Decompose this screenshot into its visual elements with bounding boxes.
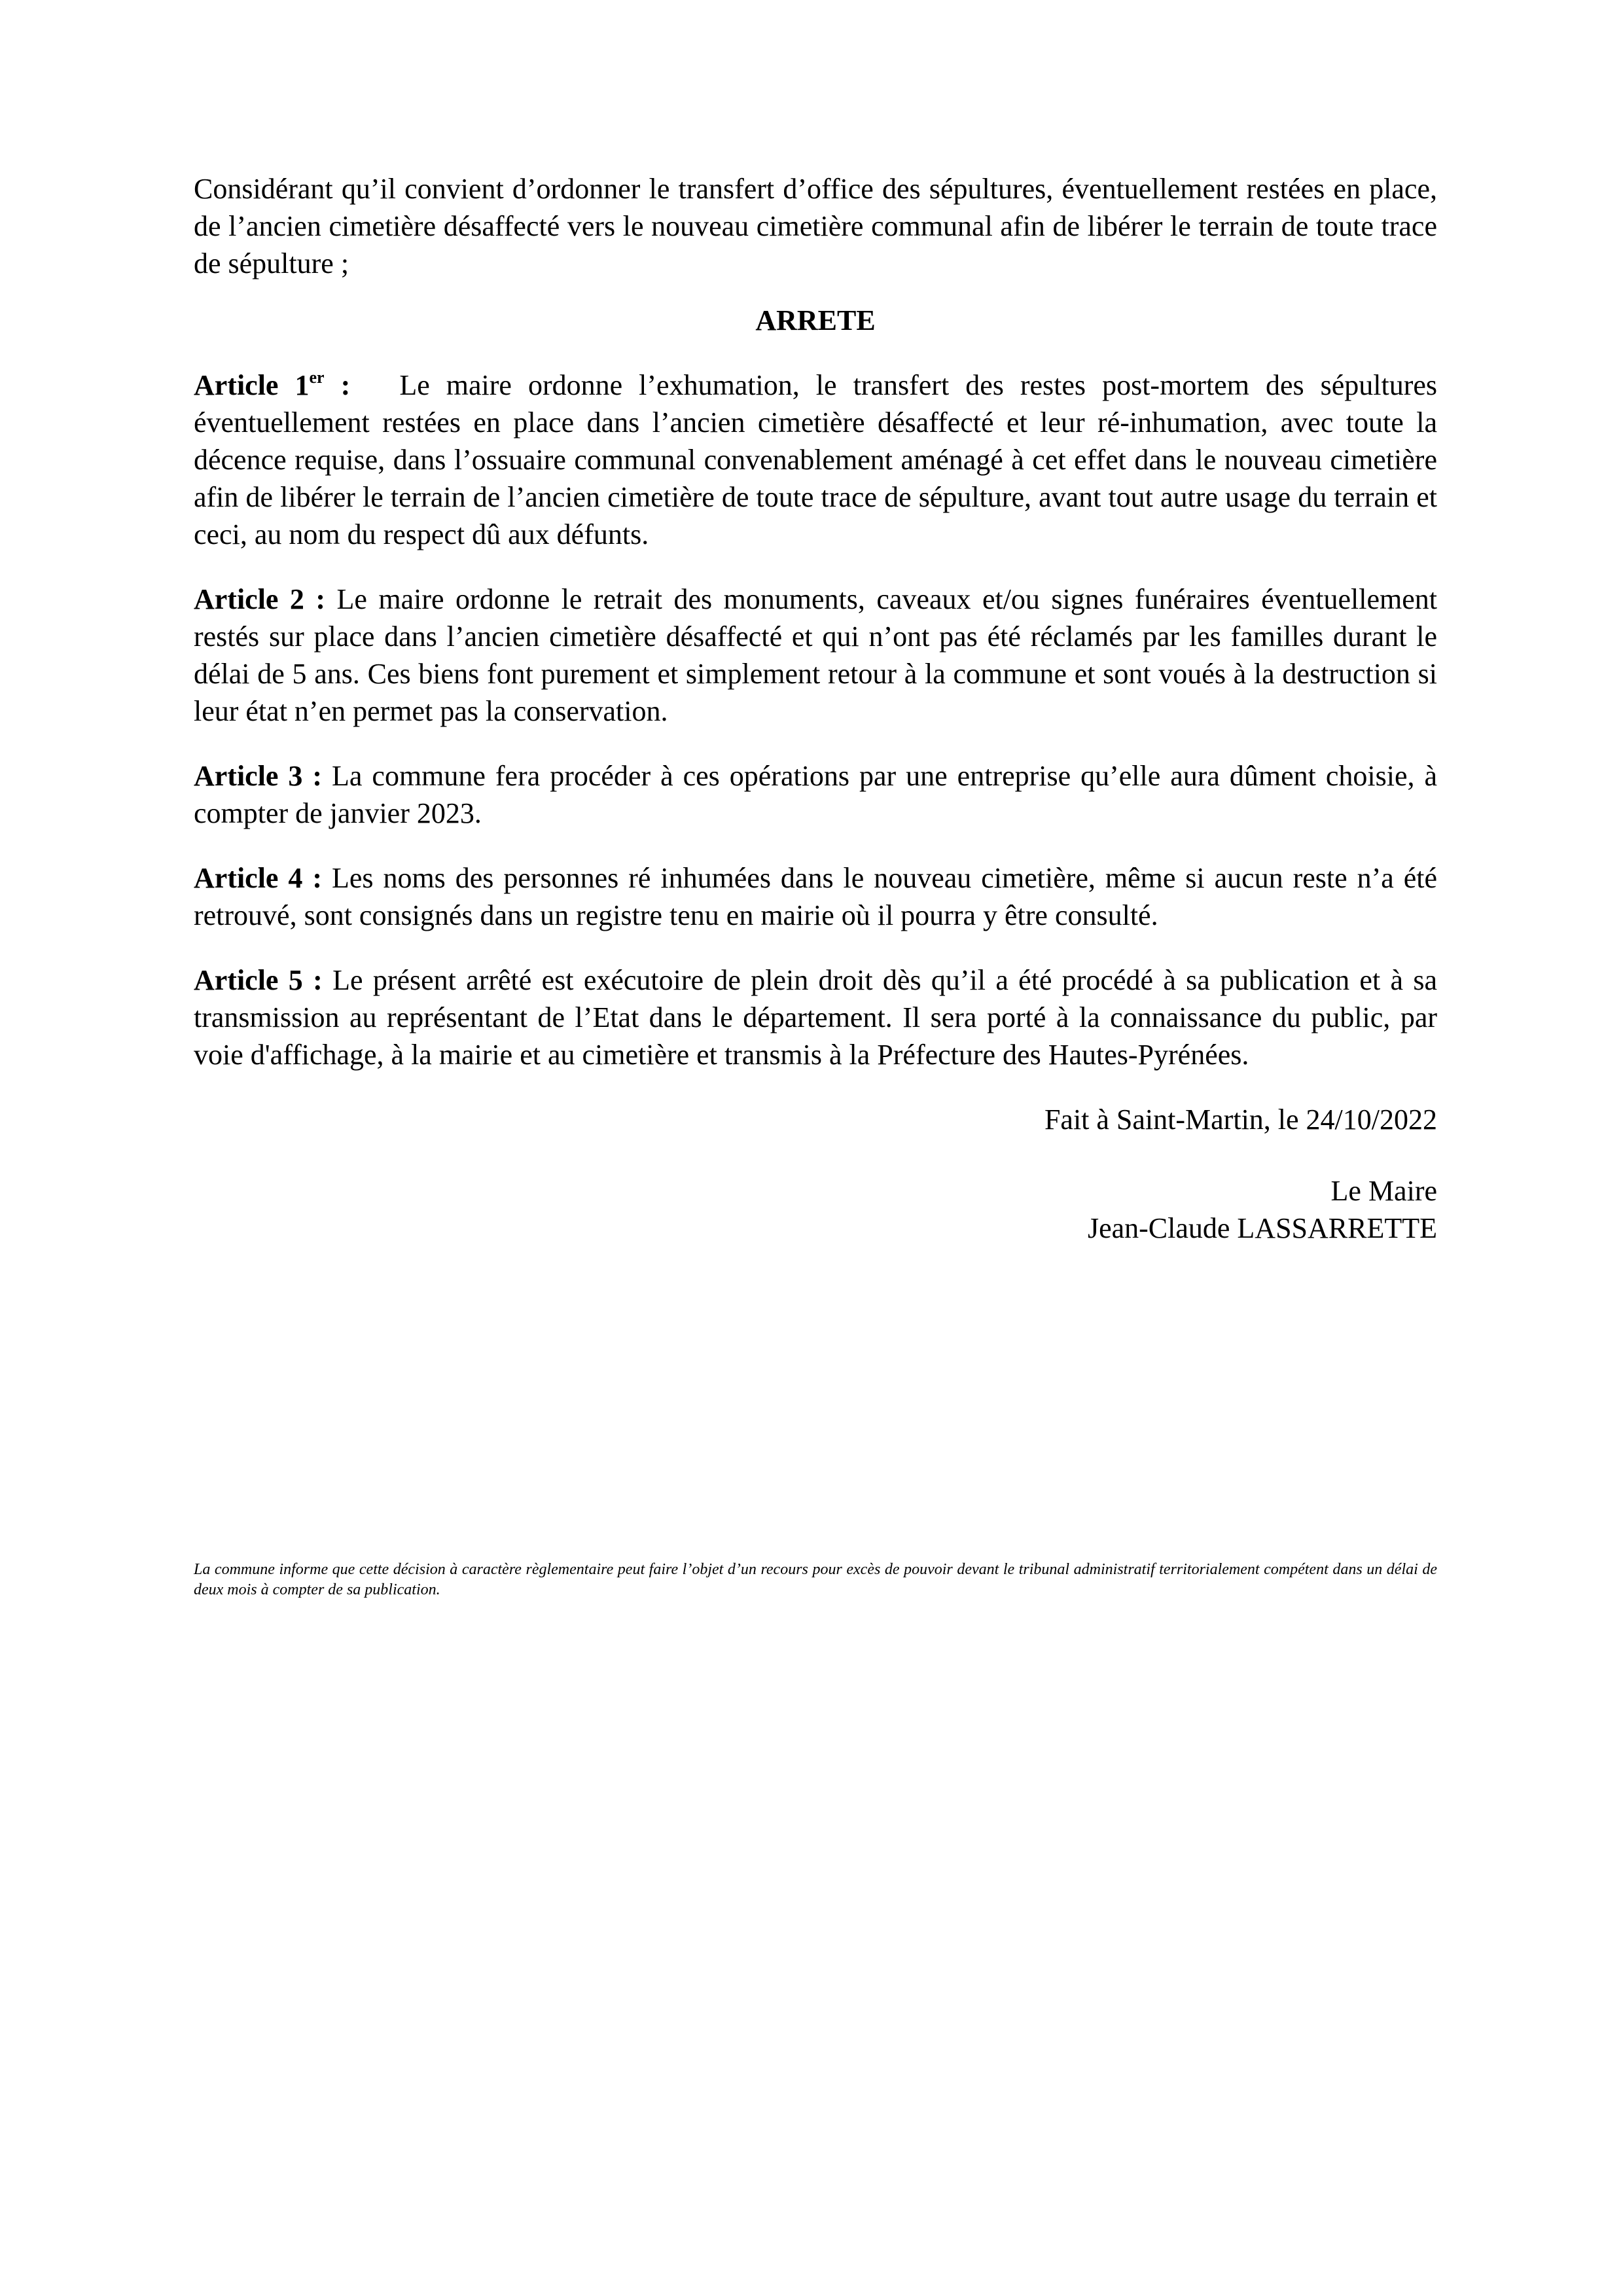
article-5-text: Le présent arrêté est exécutoire de plein droit dès qu’il a été procédé à sa publication et à sa transmission au représentant de l’Etat dans le département. Il sera porté à la connaissance du public, par voie d'affichage, à la mairie et au cimetière et transmis à la Préfecture des Hautes-Pyrénées. (194, 964, 1438, 1071)
intro-paragraph: Considérant qu’il convient d’ordonner le transfert d’office des sépultures, éventuellement restées en place, de l’ancien cimetière désaffecté vers le nouveau cimetière communal afin de libérer le terrain de toute trace de sépulture ; (194, 173, 1437, 279)
document-body (194, 170, 1437, 1247)
article-5-label: Article 5 : (194, 964, 323, 996)
article-2-label: Article 2 : (194, 583, 326, 615)
signatory-title: Le Maire (1330, 1175, 1437, 1207)
signature-block (194, 1101, 1437, 1247)
appeal-notice: La commune informe que cette décision à caractère règlementaire peut faire l’objet d’un recours pour excès de pouvoir devant le tribunal administratif territorialement compétent dans un délai de deux mois à compter de sa publication. (194, 1561, 1437, 1598)
article-1-label: Article 1er : (194, 368, 351, 401)
article-5 (194, 961, 1437, 1073)
decree-heading: ARRETE (755, 304, 876, 336)
article-4-text: Les noms des personnes ré inhumées dans le nouveau cimetière, même si aucun reste n’a été retrouvé, sont consignés dans un registre tenu en mairie où il pourra y être consulté. (194, 862, 1438, 931)
article-3-label: Article 3 : (194, 760, 323, 792)
place-and-date: Fait à Saint-Martin, le 24/10/2022 (1044, 1103, 1437, 1136)
signatory-name: Jean-Claude LASSARRETTE (1087, 1212, 1437, 1244)
article-4 (194, 859, 1437, 934)
article-1-text: Le maire ordonne l’exhumation, le transfert des restes post-mortem des sépultures éventuellement restées en place dans l’ancien cimetière désaffecté et leur ré-inhumation, avec toute la décence requise, dans l’ossuaire communal convenablement aménagé à cet effet dans le nouveau cimetière afin de libérer le terrain de l’ancien cimetière de toute trace de sépulture, avant tout autre usage du terrain et ceci, au nom du respect dû aux défunts. (194, 369, 1438, 550)
article-4-label: Article 4 : (194, 862, 323, 894)
article-3 (194, 757, 1437, 832)
article-2-text: Le maire ordonne le retrait des monuments, caveaux et/ou signes funéraires éventuellement restés sur place dans l’ancien cimetière désaffecté et qui n’ont pas été réclamés par les familles durant le délai de 5 ans. Ces biens font purement et simplement retour à la commune et sont voués à la destruction si leur état n’en permet pas la conservation. (194, 583, 1438, 727)
article-2 (194, 581, 1437, 730)
article-1 (194, 367, 1437, 553)
article-3-text: La commune fera procéder à ces opérations par une entreprise qu’elle aura dûment choisie, à compter de janvier 2023. (194, 760, 1437, 829)
article-1-superscript: er (309, 368, 325, 387)
